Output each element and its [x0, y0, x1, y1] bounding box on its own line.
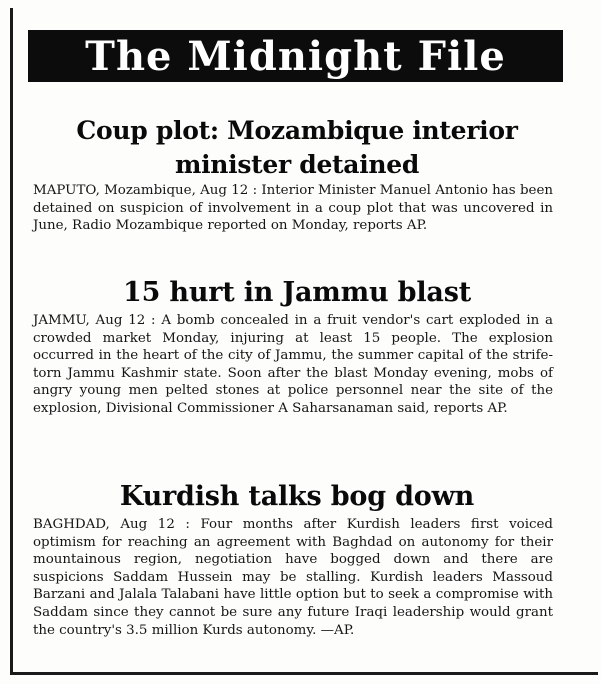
masthead-banner	[28, 30, 563, 82]
left-column-rule	[10, 8, 13, 672]
article-2-body: JAMMU, Aug 12 : A bomb concealed in a fruit vendor's cart exploded in a crowded market Monday, injuring at least 15 people. The explosion occurred in the heart of the city of Jammu, the summer capital of the strife-torn Jammu Kashmir state. Soon after the blast Monday evening, mobs of angry young men pelted stones at police personnel near the site of the explosion, Divisional Commissioner A Saharsanaman said, reports AP.	[33, 313, 553, 416]
article-1-body: MAPUTO, Mozambique, Aug 12 : Interior Minister Manuel Antonio has been detained on suspicion of involvement in a coup plot that was uncovered in June, Radio Mozambique reported on Monday, reports AP.	[33, 183, 553, 234]
article-3-body: BAGHDAD, Aug 12 : Four months after Kurdish leaders first voiced optimism for reaching an agreement with Baghdad on autonomy for their mountainous region, negotiation have bogged down and there are suspicions Saddam Hussein may be stalling. Kurdish leaders Massoud Barzani and Jalala Talabani have little option but to seek a compromise with Saddam since they cannot be sure any future Iraqi leadership would grant the country's 3.5 million Kurds autonomy. —AP.	[33, 517, 553, 638]
bottom-rule	[10, 672, 598, 675]
masthead-title: The Midnight File	[85, 32, 506, 80]
article-3-headline: Kurdish talks bog down	[119, 481, 475, 512]
article-2-headline: 15 hurt in Jammu blast	[123, 277, 471, 308]
article-1-headline: Coup plot: Mozambique interior minister detained	[76, 116, 518, 179]
